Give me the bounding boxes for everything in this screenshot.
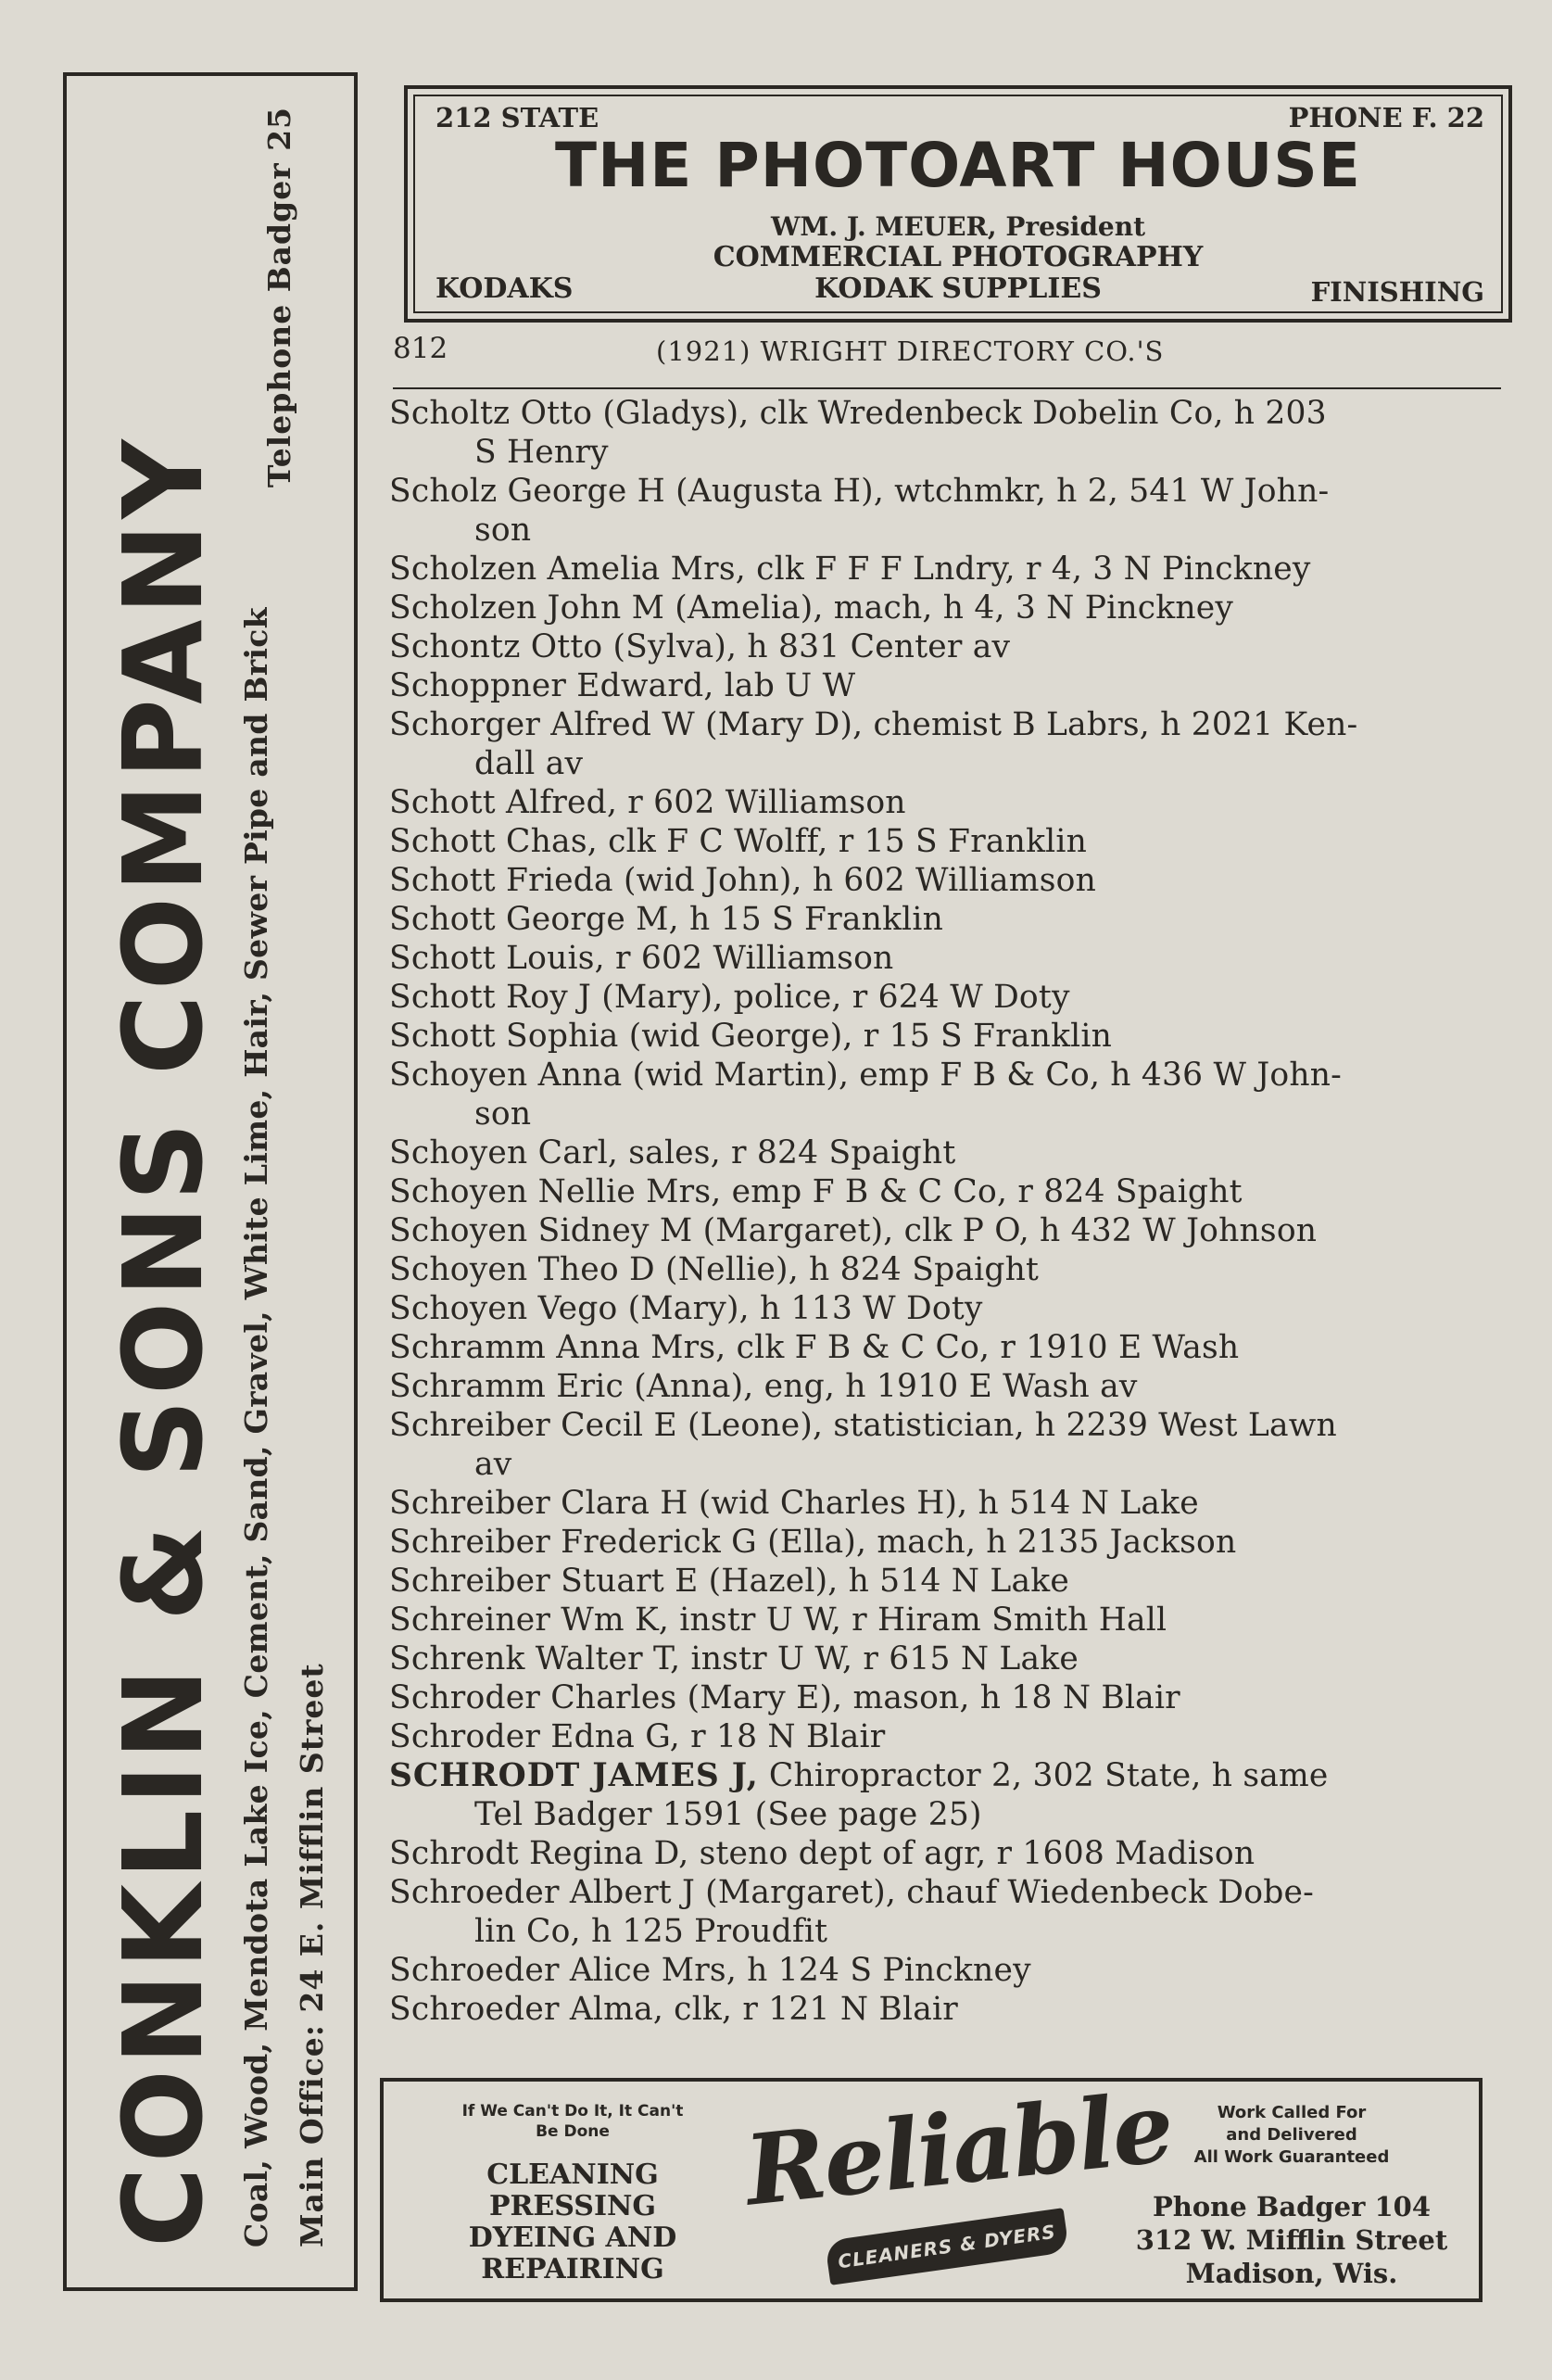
reliable-service: REPAIRING <box>481 2253 664 2285</box>
entry-line: Schramm Eric (Anna), eng, h 1910 E Wash av <box>389 1368 1138 1405</box>
entry-line: Schoppner Edward, lab U W <box>389 667 856 704</box>
photoart-finishing: FINISHING <box>1310 276 1484 308</box>
reliable-right-line: All Work Guaranteed <box>1193 2147 1390 2167</box>
entry-line: Schott Louis, r 602 Williamson <box>389 940 894 977</box>
photoart-ad-inner-border <box>413 95 1503 313</box>
entry-line: Schreiber Stuart E (Hazel), h 514 N Lake <box>389 1563 1069 1600</box>
entry-line: Schott Roy J (Mary), police, r 624 W Doty <box>389 979 1070 1016</box>
directory-entry <box>389 1406 1506 1484</box>
reliable-logo <box>739 2070 1178 2289</box>
directory-entry <box>389 900 1506 939</box>
directory-entries <box>389 394 1506 2029</box>
reliable-logo-ribbon: CLEANERS & DYERS <box>825 2208 1069 2285</box>
entry-line: Schreiner Wm K, instr U W, r Hiram Smith Hall <box>389 1601 1167 1639</box>
directory-entry <box>389 1289 1506 1328</box>
reliable-street: 312 W. Mifflin Street <box>1135 2224 1448 2256</box>
reliable-right-line: and Delivered <box>1226 2125 1357 2145</box>
conklin-office: Main Office: 24 E. Mifflin Street <box>294 1663 330 2247</box>
entry-line: Schoyen Anna (wid Martin), emp F B & Co, h 436 W John- <box>389 1057 1343 1094</box>
directory-entry <box>389 783 1506 822</box>
reliable-tagline-1: If We Can't Do It, It Can't <box>461 2102 684 2120</box>
directory-entry <box>389 627 1506 666</box>
entry-line: Schroder Charles (Mary E), mason, h 18 N Blair <box>389 1679 1180 1716</box>
entry-line: Scholzen Amelia Mrs, clk F F F Lndry, r 4, 3 N Pinckney <box>389 551 1311 588</box>
conklin-phone: Telephone Badger 25 <box>261 107 297 488</box>
reliable-ad <box>380 2070 1483 2302</box>
conklin-company-name: CONKLIN & SONS COMPANY <box>99 435 227 2247</box>
entry-line: Schrodt Regina D, steno dept of agr, r 1608 Madison <box>389 1835 1255 1872</box>
entry-continuation: son <box>474 512 532 549</box>
directory-entry <box>389 939 1506 978</box>
entry-line: Schoyen Carl, sales, r 824 Spaight <box>389 1134 956 1171</box>
entry-continuation: dall av <box>474 745 584 782</box>
entry-line: Schoyen Sidney M (Margaret), clk P O, h 432 W Johnson <box>389 1212 1318 1249</box>
reliable-tagline-2: Be Done <box>536 2122 610 2141</box>
page-title: (1921) WRIGHT DIRECTORY CO.'S <box>656 335 1165 367</box>
directory-entry <box>389 666 1506 705</box>
entry-line: Schrenk Walter T, instr U W, r 615 N Lake <box>389 1640 1079 1677</box>
entry-line: Scholz George H (Augusta H), wtchmkr, h 2, 541 W John- <box>389 473 1330 510</box>
directory-entry <box>389 978 1506 1017</box>
directory-entry <box>389 550 1506 589</box>
entry-line: Schreiber Cecil E (Leone), statistician, h 2239 West Lawn <box>389 1407 1337 1444</box>
directory-entry <box>389 1017 1506 1056</box>
directory-entry <box>389 1562 1506 1601</box>
entry-line: Schoyen Vego (Mary), h 113 W Doty <box>389 1290 983 1327</box>
photoart-name: THE PHOTOART HOUSE <box>555 130 1361 201</box>
directory-entry <box>389 822 1506 861</box>
entry-line: Schorger Alfred W (Mary D), chemist B Labrs, h 2021 Ken- <box>389 706 1358 743</box>
entry-line: Schott George M, h 15 S Franklin <box>389 901 944 938</box>
directory-entry <box>389 1250 1506 1289</box>
directory-entry <box>389 1328 1506 1367</box>
reliable-city: Madison, Wis. <box>1185 2258 1398 2289</box>
conklin-products: Coal, Wood, Mendota Lake Ice, Cement, Sand, Gravel, White Lime, Hair, Sewer Pipe and Brick <box>238 607 274 2247</box>
page-number: 812 <box>393 332 448 365</box>
photoart-address: 212 STATE <box>435 102 599 133</box>
photoart-ad <box>404 85 1512 323</box>
directory-entry <box>389 1717 1506 1756</box>
directory-entry <box>389 1873 1506 1951</box>
reliable-services <box>397 2159 749 2285</box>
entry-continuation: av <box>474 1446 512 1483</box>
directory-entry <box>389 1367 1506 1406</box>
directory-entry <box>389 1678 1506 1717</box>
entry-line: Schott Alfred, r 602 Williamson <box>389 784 906 821</box>
photoart-supplies: KODAK SUPPLIES <box>814 272 1102 305</box>
entry-line: Schoyen Nellie Mrs, emp F B & C Co, r 824 Spaight <box>389 1173 1243 1210</box>
directory-entry <box>389 1211 1506 1250</box>
entry-continuation: Tel Badger 1591 (See page 25) <box>474 1796 982 1833</box>
reliable-service: CLEANING <box>486 2158 659 2191</box>
entry-line: Schroeder Alma, clk, r 121 N Blair <box>389 1991 958 2028</box>
directory-entry <box>389 1601 1506 1639</box>
photoart-president: WM. J. MEUER, President <box>770 211 1146 242</box>
reliable-phone: Phone Badger 104 <box>1152 2191 1432 2222</box>
entry-bold-name: SCHRODT JAMES J, <box>389 1757 759 1794</box>
reliable-guarantee <box>1116 2102 1468 2169</box>
entry-line: Schontz Otto (Sylva), h 831 Center av <box>389 628 1011 665</box>
directory-entry <box>389 1951 1506 1990</box>
entry-line: Schoyen Theo D (Nellie), h 824 Spaight <box>389 1251 1040 1288</box>
directory-entry <box>389 1133 1506 1172</box>
reliable-service: DYEING AND <box>468 2222 677 2254</box>
photoart-kodaks: KODAKS <box>435 272 574 305</box>
directory-entry <box>389 1523 1506 1562</box>
directory-entry <box>389 1834 1506 1873</box>
reliable-right-line: Work Called For <box>1217 2103 1367 2122</box>
directory-entry <box>389 1756 1506 1834</box>
entry-line: Schreiber Clara H (wid Charles H), h 514 N Lake <box>389 1485 1199 1522</box>
directory-entry <box>389 1990 1506 2029</box>
photoart-phone: PHONE F. 22 <box>1288 102 1484 133</box>
entry-line: Scholzen John M (Amelia), mach, h 4, 3 N Pinckney <box>389 589 1234 627</box>
directory-entry <box>389 1056 1506 1133</box>
entry-line: Schreiber Frederick G (Ella), mach, h 2135 Jackson <box>389 1524 1237 1561</box>
entry-line: Schott Sophia (wid George), r 15 S Franklin <box>389 1018 1113 1055</box>
directory-entry <box>389 472 1506 550</box>
directory-entry <box>389 394 1506 472</box>
photoart-service: COMMERCIAL PHOTOGRAPHY <box>713 241 1204 273</box>
entry-line: Schroder Edna G, r 18 N Blair <box>389 1718 886 1755</box>
entry-line: Schroeder Alice Mrs, h 124 S Pinckney <box>389 1952 1031 1989</box>
directory-entry <box>389 1639 1506 1678</box>
conklin-ad <box>63 72 358 2291</box>
entry-line: Schroeder Albert J (Margaret), chauf Wiedenbeck Dobe- <box>389 1874 1315 1911</box>
directory-entry <box>389 589 1506 627</box>
directory-entry <box>389 1484 1506 1523</box>
entry-continuation: son <box>474 1095 532 1133</box>
reliable-service: PRESSING <box>488 2190 657 2222</box>
directory-entry <box>389 705 1506 783</box>
entry-text: Chiropractor 2, 302 State, h same <box>758 1757 1329 1794</box>
entry-line <box>389 1756 1506 1795</box>
entry-line: Schott Frieda (wid John), h 602 Williamson <box>389 862 1097 899</box>
entry-line: Scholtz Otto (Gladys), clk Wredenbeck Dobelin Co, h 203 <box>389 395 1327 432</box>
directory-entry <box>389 861 1506 900</box>
header-rule <box>393 387 1501 389</box>
directory-entry <box>389 1172 1506 1211</box>
entry-continuation: lin Co, h 125 Proudfit <box>474 1913 828 1950</box>
entry-continuation: S Henry <box>474 434 609 471</box>
entry-line: Schott Chas, clk F C Wolff, r 15 S Franklin <box>389 823 1088 860</box>
entry-line: Schramm Anna Mrs, clk F B & C Co, r 1910 E Wash <box>389 1329 1240 1366</box>
reliable-logo-text: Reliable <box>739 2070 1178 2228</box>
